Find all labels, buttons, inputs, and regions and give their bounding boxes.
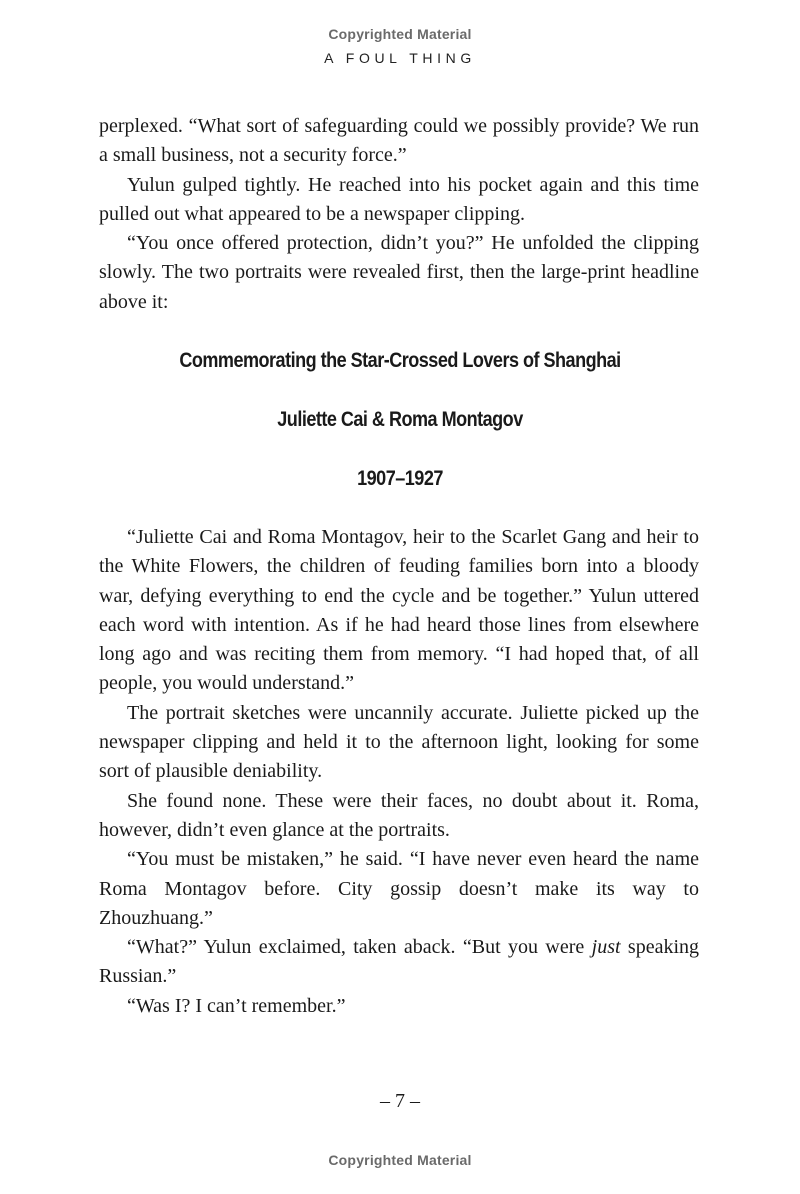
paragraph: She found none. These were their faces, no doubt about it. Roma, however, didn’t even glance at the portraits. <box>99 789 699 841</box>
paragraph: “You must be mistaken,” he said. “I have never even heard the name Roma Montagov before. City gossip doesn’t make its way to Zhouzhuang.” <box>99 848 699 929</box>
paragraph-text: “What?” Yulun exclaimed, taken aback. “But you were <box>127 936 592 959</box>
paragraph <box>99 933 699 992</box>
emphasis-text: just <box>591 936 621 959</box>
clipping-headline: Commemorating the Star-Crossed Lovers of Shanghai <box>179 349 621 372</box>
paragraph-text: speaking Russian.” <box>99 936 700 988</box>
paragraph: perplexed. “What sort of safeguarding could we possibly provide? We run a small business, not a security force.” <box>99 115 699 167</box>
paragraph: “Juliette Cai and Roma Montagov, heir to the Scarlet Gang and heir to the White Flowers, the children of feuding families born into a bloody war, defying everything to end the cycle and be together.” Yulun uttered each word with intention. As if he had heard those lines from elsewhere long ago and was reciting them from memory. “I had hoped that, of all people, you would understand.” <box>99 526 699 695</box>
paragraph: “Was I? I can’t remember.” <box>127 994 346 1017</box>
paragraph: The portrait sketches were uncannily accurate. Juliette picked up the newspaper clipping and held it to the afternoon light, looking for some sort of plausible deniability. <box>99 701 699 783</box>
paragraph: Yulun gulped tightly. He reached into his pocket again and this time pulled out what appeared to be a newspaper clipping. <box>99 173 699 225</box>
page-number: – 7 – <box>380 1090 420 1112</box>
running-head: A FOUL THING <box>324 50 476 66</box>
copyright-watermark-bottom: Copyrighted Material <box>328 1152 472 1168</box>
paragraph: “You once offered protection, didn’t you?” He unfolded the clipping slowly. The two portraits were revealed first, then the large-print headline above it: <box>99 232 699 313</box>
body-text-top <box>99 112 699 317</box>
body-text-bottom <box>99 523 699 1021</box>
clipping-names: Juliette Cai & Roma Montagov <box>277 408 523 431</box>
copyright-watermark-top: Copyrighted Material <box>328 26 472 42</box>
clipping-years: 1907–1927 <box>357 467 443 490</box>
